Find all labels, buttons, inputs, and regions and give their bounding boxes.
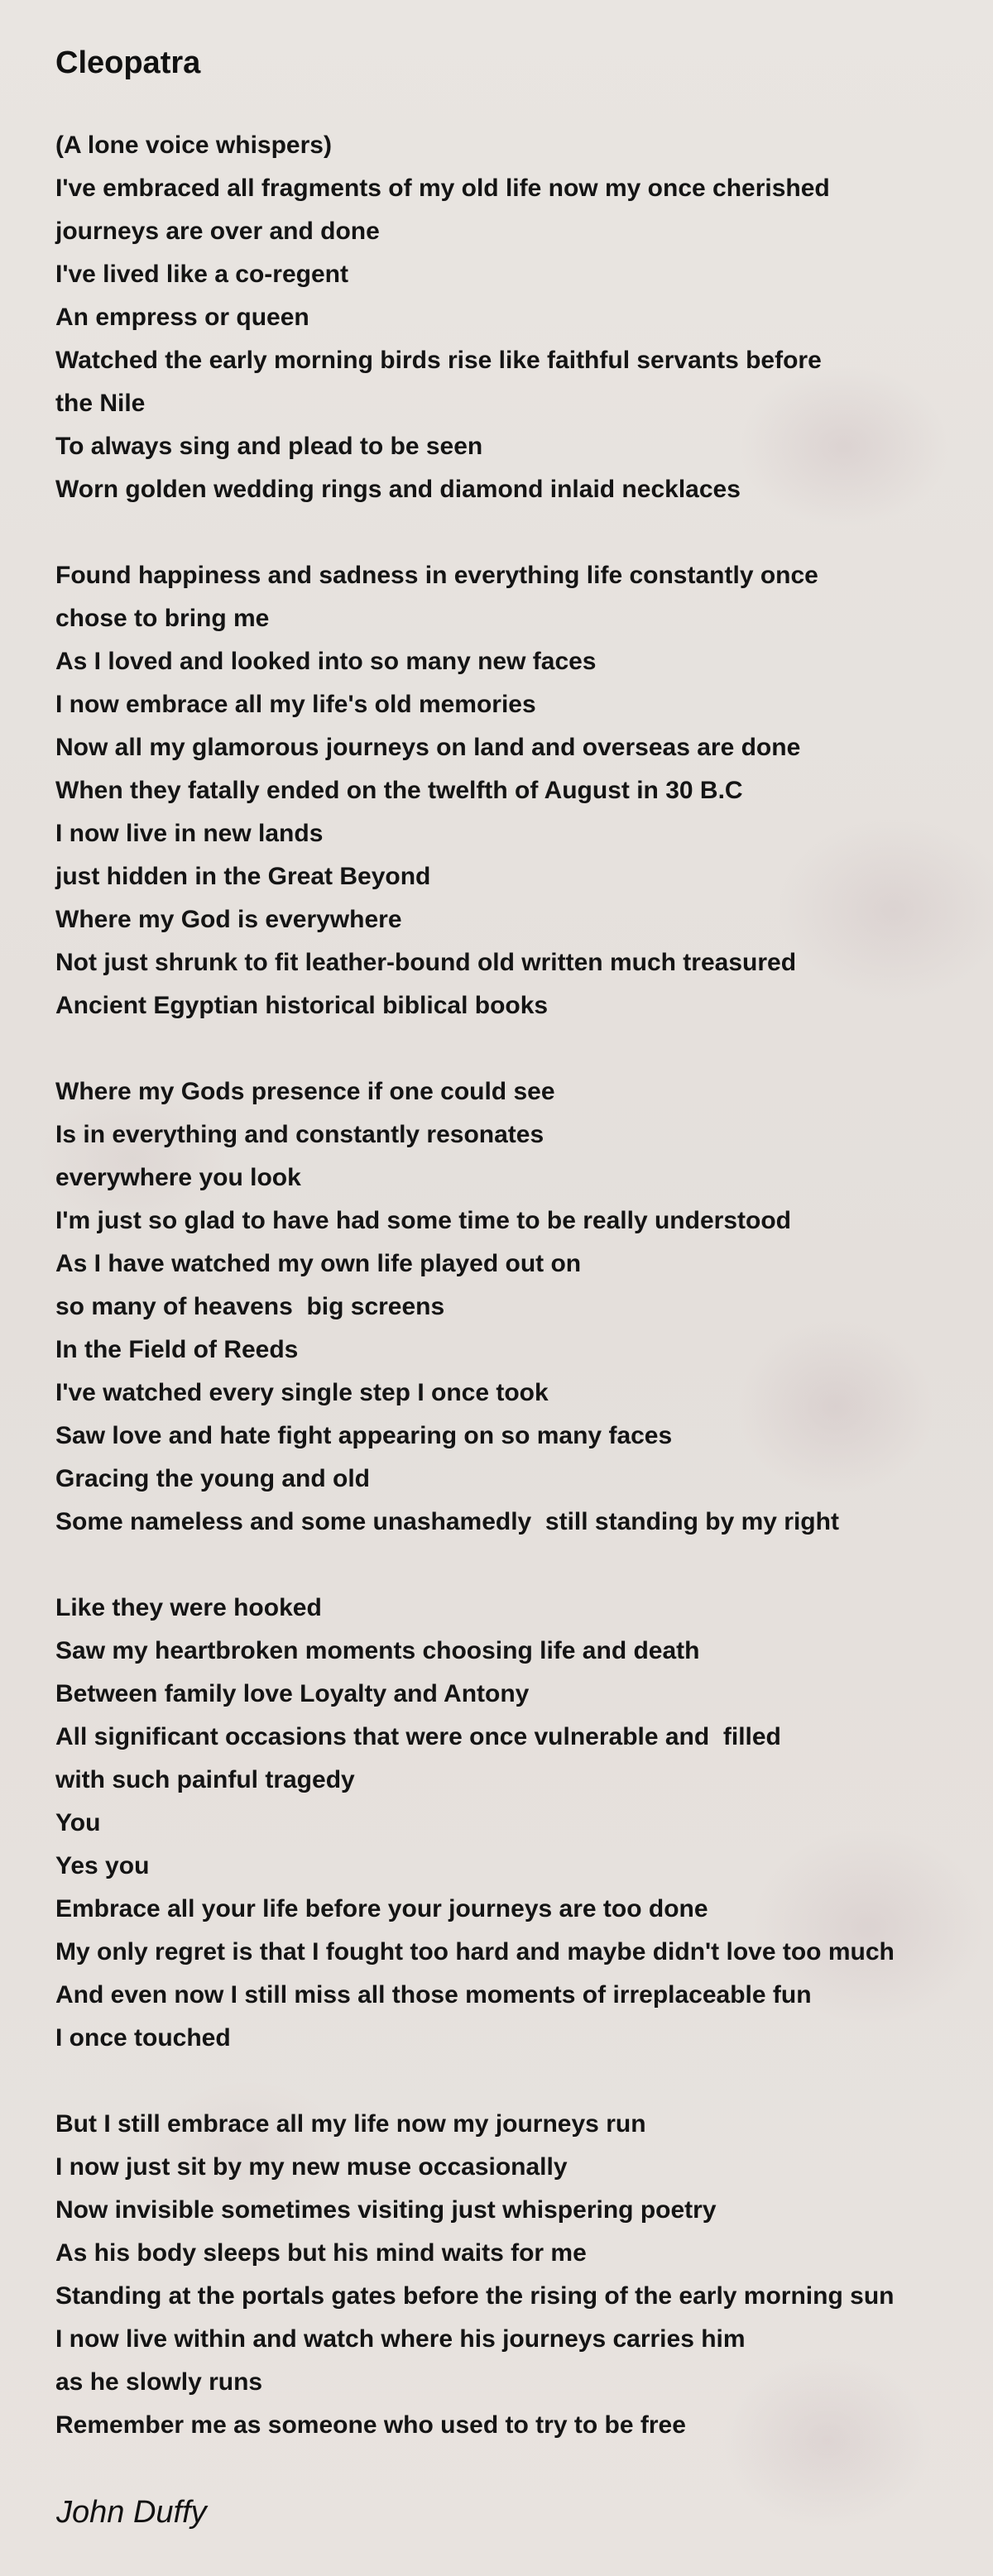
stanza-2 <box>55 554 982 1027</box>
poem-line: Remember me as someone who used to try to be free <box>55 2411 686 2439</box>
poem-line: Worn golden wedding rings and diamond inlaid necklaces <box>55 476 741 503</box>
poem-line: I now live within and watch where his journeys carries him <box>55 2325 746 2353</box>
poem-line: Embrace all your life before your journeys are too done <box>55 1895 708 1922</box>
poem-line: the Nile <box>55 390 146 417</box>
stanza-4 <box>55 1587 982 2060</box>
poem-title: Cleopatra <box>55 45 201 80</box>
poem-line: I once touched <box>55 2024 231 2052</box>
poem-line: All significant occasions that were once vulnerable and filled <box>55 1723 781 1750</box>
poem-line: just hidden in the Great Beyond <box>55 863 431 890</box>
poem-line: journeys are over and done <box>55 218 380 245</box>
poem-line: And even now I still miss all those moments of irreplaceable fun <box>55 1981 812 2009</box>
poem-line: As I have watched my own life played out on <box>55 1250 582 1277</box>
poem-line: everywhere you look <box>55 1164 301 1191</box>
poem-line: Between family love Loyalty and Antony <box>55 1680 530 1707</box>
poem-line: Like they were hooked <box>55 1594 322 1621</box>
poem-line: But I still embrace all my life now my journeys run <box>55 2110 646 2138</box>
poem-line: I now embrace all my life's old memories <box>55 691 536 718</box>
poem-line: so many of heavens big screens <box>55 1293 445 1320</box>
poem-line: My only regret is that I fought too hard and maybe didn't love too much <box>55 1938 895 1966</box>
poem-line: Watched the early morning birds rise like faithful servants before <box>55 347 822 374</box>
stanza-1 <box>55 124 982 511</box>
poem-line: An empress or queen <box>55 304 309 331</box>
poem-line: Where my Gods presence if one could see <box>55 1078 555 1105</box>
poem-line: Found happiness and sadness in everything life constantly once <box>55 562 818 589</box>
poem-line: Yes you <box>55 1852 150 1879</box>
poem-line: Saw my heartbroken moments choosing life and death <box>55 1637 700 1664</box>
poem-line: Now invisible sometimes visiting just whispering poetry <box>55 2196 717 2224</box>
stanza-5 <box>55 2103 982 2447</box>
poem-line: I've lived like a co-regent <box>55 261 348 288</box>
poem-line: As I loved and looked into so many new faces <box>55 648 597 675</box>
poem-line: As his body sleeps but his mind waits for me <box>55 2239 587 2267</box>
poem-line: I've embraced all fragments of my old life now my once cherished <box>55 175 830 202</box>
poem-line: Ancient Egyptian historical biblical books <box>55 992 549 1019</box>
poem-line: as he slowly runs <box>55 2368 263 2396</box>
poem-author: John Duffy <box>56 2495 207 2530</box>
poem-line: I've watched every single step I once took <box>55 1379 549 1406</box>
poem-line: with such painful tragedy <box>55 1766 355 1793</box>
poem-line: Some nameless and some unashamedly still standing by my right <box>55 1508 839 1535</box>
poem-line: You <box>55 1809 101 1836</box>
poem-line: Not just shrunk to fit leather-bound old written much treasured <box>55 949 797 976</box>
stanza-3 <box>55 1070 982 1544</box>
poem-line: In the Field of Reeds <box>55 1336 299 1363</box>
poem-line: Saw love and hate fight appearing on so many faces <box>55 1422 673 1449</box>
poem-line: I'm just so glad to have had some time to be really understood <box>55 1207 791 1234</box>
poem-line: chose to bring me <box>55 605 270 632</box>
poem-line: Is in everything and constantly resonates <box>55 1121 544 1148</box>
poem-line: (A lone voice whispers) <box>55 132 332 159</box>
poem-body <box>55 124 982 2490</box>
poem-line: Gracing the young and old <box>55 1465 371 1492</box>
poem-line: I now live in new lands <box>55 820 324 847</box>
poem-line: I now just sit by my new muse occasionally <box>55 2153 568 2181</box>
poem-line: Now all my glamorous journeys on land and overseas are done <box>55 734 801 761</box>
poem-line: When they fatally ended on the twelfth of August in 30 B.C <box>55 777 743 804</box>
poem-line: Standing at the portals gates before the rising of the early morning sun <box>55 2282 895 2310</box>
poem-line: To always sing and plead to be seen <box>55 433 483 460</box>
poem-line: Where my God is everywhere <box>55 906 402 933</box>
